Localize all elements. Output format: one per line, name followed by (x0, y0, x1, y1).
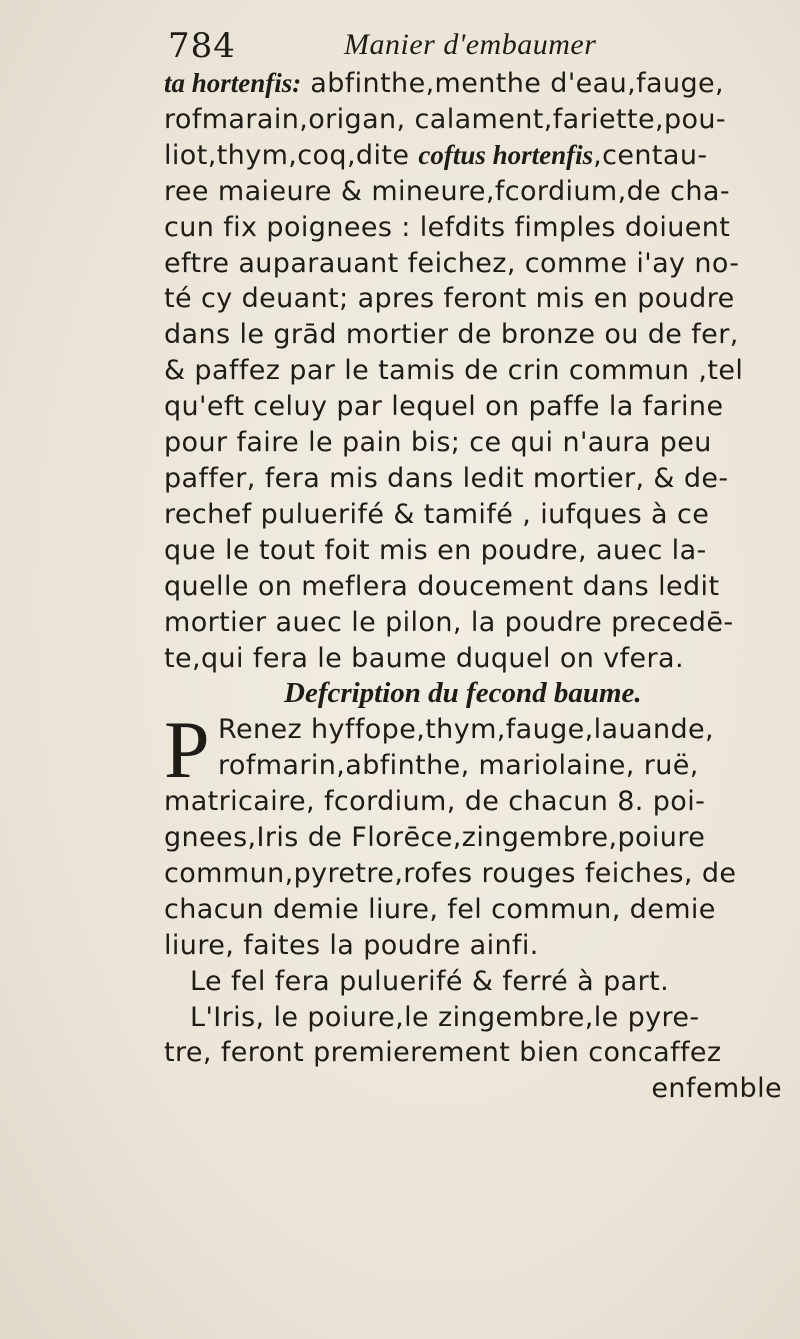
paragraph (164, 704, 800, 796)
text-line: & paffez par le tamis de crin commun ,tel (164, 355, 744, 387)
text-line: paffer, fera mis dans ledit mortier, & de- (164, 462, 729, 494)
text-line: pour faire le pain bis; ce qui n'aura peu (164, 427, 712, 459)
text-line: eftre auparauant feichez, comme i'ay no- (164, 247, 740, 279)
text-line: rechef puluerifé & tamifé , iufques à ce (164, 498, 710, 530)
text-line: qu'eft celuy par lequel on paffe la farine (164, 391, 724, 423)
text-line: Renez hyffope,thym,fauge,lauande, (218, 714, 714, 746)
page-header (168, 26, 768, 66)
text-line: te,qui fera le baume duquel on vfera. (164, 642, 684, 674)
text-line: chacun demie liure, fel commun, demie (164, 893, 716, 925)
latin-term: ta hortenfis: (164, 68, 302, 98)
section-heading: Defcription du fecond baume. (284, 677, 642, 710)
text-line (164, 66, 800, 102)
text-line: rofmarin,abfinthe, mariolaine, ruë, (218, 750, 699, 782)
text-line: liure, faites la poudre ainfi. (164, 929, 539, 961)
text-line: Le fel fera puluerifé & ferré à part. (190, 965, 670, 997)
running-title: Manier d'embaumer (344, 28, 597, 61)
text-line (164, 138, 800, 174)
text-line: L'Iris, le poiure,le zingembre,le pyre- (190, 1001, 700, 1033)
text-line: que le tout foit mis en poudre, auec la- (164, 534, 707, 566)
text-line-content: liot,thym,coq,dite (164, 139, 419, 171)
text-line: commun,pyretre,rofes rouges feiches, de (164, 857, 737, 889)
drop-cap: P (164, 704, 210, 796)
text-line: matricaire, fcordium, de chacun 8. poi- (164, 786, 706, 818)
text-line-content: abfinthe,menthe d'eau,fauge, (301, 68, 724, 99)
text-line: cun fix poignees : lefdits fimples doiuent (164, 211, 731, 243)
page-number: 784 (168, 26, 236, 66)
text-line: dans le grād mortier de bronze ou de fer, (164, 319, 739, 351)
text-line: ree maieure & mineure,fcordium,de cha- (164, 175, 730, 207)
text-line: rofmarain,origan, calament,fariette,pou- (164, 103, 727, 135)
text-line: mortier auec le pilon, la poudre precedē- (164, 606, 734, 638)
text-line: tre, feront premierement bien concaffez (164, 1037, 722, 1069)
text-line: té cy deuant; apres feront mis en poudre (164, 283, 735, 315)
catchword: enfemble (651, 1073, 782, 1105)
latin-term: coftus hortenfis (418, 139, 594, 170)
body-text (164, 66, 800, 1107)
text-line: gnees,Iris de Florēce,zingembre,poiure (164, 822, 706, 854)
text-line: quelle on meflera doucement dans ledit (164, 570, 720, 602)
text-line-content: ,centau- (593, 139, 708, 171)
